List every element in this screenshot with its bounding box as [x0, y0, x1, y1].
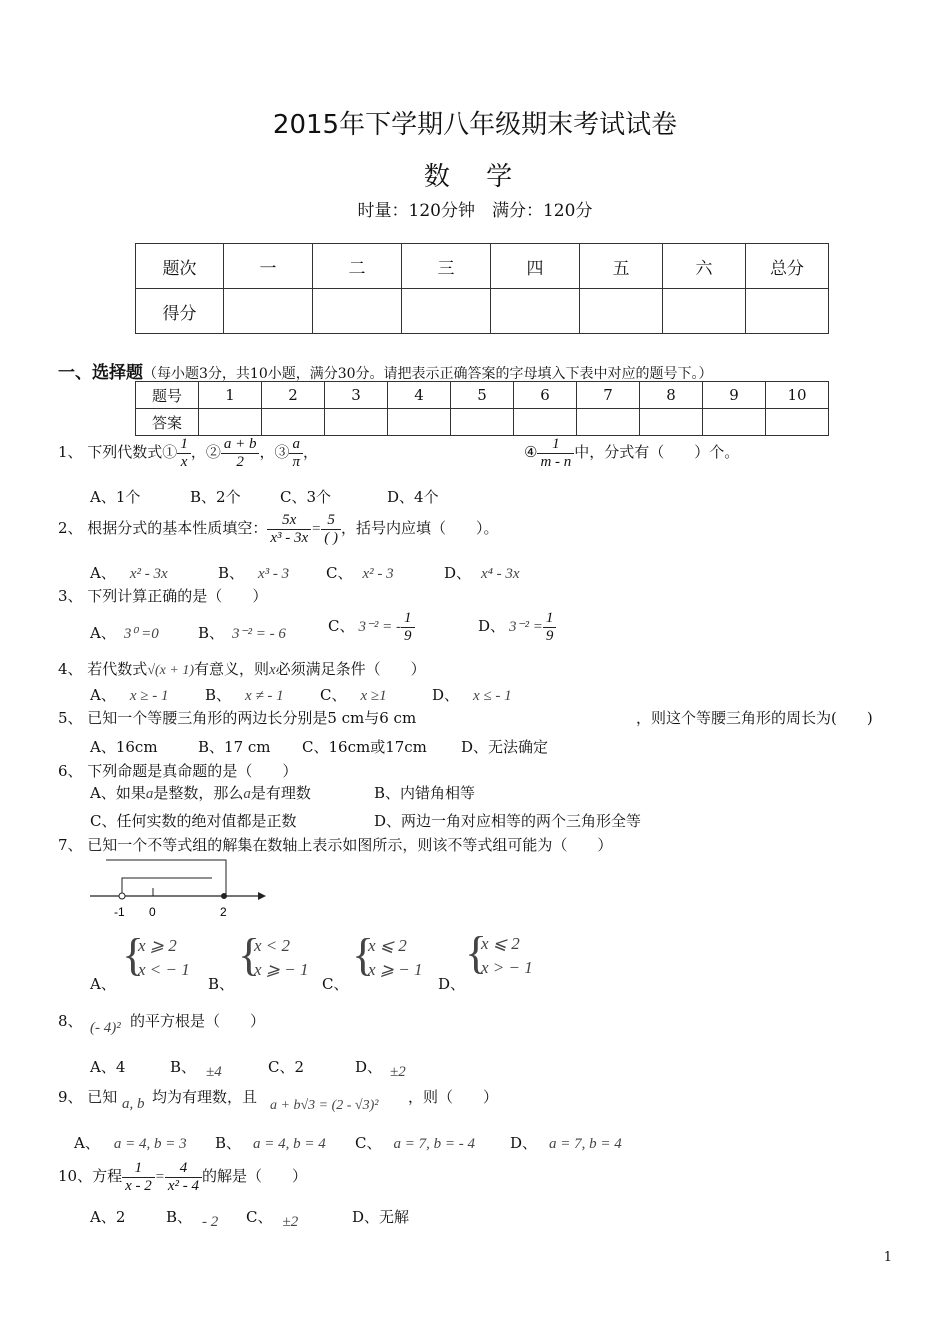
answer-cell: 10	[766, 382, 829, 409]
score-input-cell[interactable]	[746, 289, 829, 334]
frac-den: m - n	[540, 453, 572, 470]
q1-fraction-3	[289, 436, 303, 470]
q7-option-a-label[interactable]: A、	[90, 975, 116, 993]
q1-sep: ，②	[190, 443, 221, 461]
q8-tail: 的平方根是（ ）	[130, 1012, 266, 1030]
option-value: 3⁻² = -	[358, 619, 402, 635]
score-table-score-row	[136, 289, 829, 334]
q9-option-a[interactable]	[74, 1132, 187, 1153]
answer-input-cell[interactable]	[766, 409, 829, 436]
option-label: B、	[215, 1134, 242, 1152]
option-value: 3⁻² = - 6	[232, 626, 286, 642]
score-cell: 二	[313, 244, 402, 289]
brace-icon: {	[238, 929, 261, 980]
q7-option-c-system[interactable]	[352, 929, 442, 986]
q7-option-d-label[interactable]: D、	[438, 975, 466, 993]
q8-option-c[interactable]: C、2	[268, 1058, 305, 1076]
q4-variable: x	[269, 662, 276, 678]
q2-fraction-left	[267, 512, 311, 546]
q7-stem: 7、 已知一个不等式组的解集在数轴上表示如图所示，则该不等式组可能为（ ）	[58, 836, 613, 854]
answer-cell: 3	[325, 382, 388, 409]
option-label: B、	[205, 686, 232, 704]
q5-option-d[interactable]: D、无法确定	[461, 738, 549, 756]
q9-mid: 均为有理数，且	[152, 1088, 258, 1106]
answer-cell: 8	[640, 382, 703, 409]
q1-sep: ④	[524, 443, 538, 461]
q6-option-b[interactable]: B、内错角相等	[374, 784, 476, 802]
q1-sep: ，③	[259, 443, 290, 461]
option-label: A、	[74, 1134, 100, 1152]
option-label: D、	[510, 1134, 538, 1152]
frac-den: ( )	[324, 529, 339, 546]
option-label: A、	[90, 686, 116, 704]
inequality: x < − 1	[138, 960, 190, 979]
brace-icon: {	[352, 929, 375, 980]
q5-tail: ，则这个等腰三角形的周长为( )	[636, 709, 873, 727]
frac-den: x - 2	[125, 1177, 152, 1194]
answer-input-cell[interactable]	[703, 409, 766, 436]
inequality: x ⩾ − 1	[368, 960, 423, 979]
q7-option-b-system[interactable]	[238, 929, 328, 986]
option-label: A、	[90, 564, 116, 582]
q4-option-a[interactable]	[90, 684, 168, 705]
frac-num: a	[289, 436, 303, 454]
q2-fraction-right	[321, 512, 341, 546]
score-cell: 总分	[746, 244, 829, 289]
frac-den: 9	[545, 627, 554, 644]
q10-option-c[interactable]	[246, 1206, 299, 1230]
open-circle-point	[119, 893, 125, 899]
q3-stem: 3、 下列计算正确的是（ ）	[58, 587, 268, 605]
option-label: C、	[355, 1134, 382, 1152]
q1-stem-text: 1、 下列代数式①	[58, 443, 178, 461]
q4-expression: √(x + 1)	[147, 663, 194, 678]
q10-fraction-left	[122, 1160, 155, 1194]
q7-option-c-label[interactable]: C、	[322, 975, 349, 993]
frac-den: 2	[236, 453, 244, 470]
frac-num: 4	[165, 1160, 202, 1178]
q10-option-d[interactable]: D、无解	[352, 1208, 410, 1226]
time-info: 时量：120分钟 满分：120分	[357, 201, 593, 221]
option-label: D、	[355, 1058, 383, 1076]
frac-den: x	[180, 453, 188, 470]
answer-cell: 答案	[136, 409, 199, 436]
q10-stem-text: 10、方程	[58, 1167, 123, 1185]
section1-heading	[58, 358, 713, 383]
q1-fraction-2	[221, 436, 260, 470]
brace-icon: {	[465, 927, 488, 978]
q4-option-d[interactable]	[432, 684, 512, 705]
option-value: a = 4, b = 4	[253, 1136, 326, 1152]
option-label: C、	[320, 686, 347, 704]
q9-option-d[interactable]	[510, 1132, 622, 1153]
q3-option-d[interactable]	[478, 610, 556, 644]
option-label: D、	[432, 686, 460, 704]
option-value: ±2	[390, 1064, 406, 1080]
answer-cell: 5	[451, 382, 514, 409]
q2-option-a[interactable]	[90, 562, 168, 583]
answer-input-cell[interactable]	[640, 409, 703, 436]
frac-den: x³ - 3x	[270, 529, 309, 546]
frac-den: 9	[404, 627, 412, 644]
tick-label: 0	[149, 905, 156, 919]
score-table-header-row	[136, 244, 829, 289]
equals-sign: =	[154, 1169, 165, 1185]
q1-option-a[interactable]: A、1个	[90, 488, 141, 506]
q2-stem	[58, 512, 499, 546]
answer-cell: 9	[703, 382, 766, 409]
score-cell: 六	[663, 244, 746, 289]
inequality: x < 2	[254, 936, 291, 955]
q1-option-d[interactable]: D、4个	[387, 488, 439, 506]
q6-variable: a	[243, 786, 251, 802]
q6-variable: a	[145, 786, 154, 802]
frac-den: π	[292, 453, 300, 470]
answer-cell: 6	[514, 382, 577, 409]
score-input-cell[interactable]	[313, 289, 402, 334]
tick-label: -1	[114, 905, 125, 919]
answer-cell: 7	[577, 382, 640, 409]
frac-num: a + b	[221, 436, 260, 454]
q9-option-c[interactable]	[355, 1132, 475, 1153]
q8-expression: (- 4)²	[90, 1020, 121, 1036]
frac-den: x² - 4	[167, 1177, 200, 1194]
option-value: x⁴ - 3x	[481, 566, 520, 582]
q1-fraction-1	[177, 436, 191, 470]
score-input-cell[interactable]	[580, 289, 663, 334]
score-input-cell[interactable]	[663, 289, 746, 334]
q4-stem	[58, 658, 426, 679]
inequality: x ⩽ 2	[368, 936, 407, 955]
q1-fraction-4	[537, 436, 574, 470]
q10-stem	[58, 1160, 307, 1194]
option-value: a = 7, b = 4	[549, 1136, 622, 1152]
option-value: ±2	[282, 1214, 299, 1230]
q4-mid: 有意义，则	[193, 660, 269, 678]
q2-stem-text: 2、 根据分式的基本性质填空：	[58, 519, 268, 537]
subject-title: 数 学	[423, 162, 527, 192]
q3-option-a[interactable]	[90, 622, 159, 643]
q2-tail: ，括号内应填（ ）。	[341, 519, 499, 537]
inequality: x ⩾ − 1	[254, 960, 309, 979]
frac-num: 5x	[267, 512, 311, 530]
answer-cell: 1	[199, 382, 262, 409]
q1-stem-right	[524, 436, 739, 470]
q10-fraction-right	[165, 1160, 202, 1194]
q4-tail: 必须满足条件（ ）	[275, 660, 426, 678]
option-value: x² - 3	[362, 566, 394, 582]
answer-input-cell[interactable]	[577, 409, 640, 436]
q9-tail: ，则（ ）	[408, 1088, 499, 1106]
option-label: B、	[218, 564, 245, 582]
q7-option-a-system[interactable]	[122, 929, 212, 986]
option-label: D、	[478, 617, 506, 635]
q6-tail: 是有理数	[250, 784, 311, 802]
option-label: B、	[166, 1208, 193, 1226]
q3-c-fraction	[401, 610, 415, 644]
option-value: a = 7, b = - 4	[393, 1136, 475, 1152]
q1-option-c[interactable]: C、3个	[280, 488, 332, 506]
q1-option-b[interactable]: B、2个	[190, 488, 241, 506]
score-cell: 三	[402, 244, 491, 289]
q6-option-d[interactable]: D、两边一角对应相等的两个三角形全等	[374, 812, 642, 830]
section1-title: 一、选择题	[58, 363, 143, 383]
q8-option-a[interactable]: A、4	[90, 1058, 126, 1076]
section1-note: （每小题3分，共10小题，满分30分。请把表示正确答案的字母填入下表中对应的题号下。）	[143, 366, 713, 382]
q1-tail: 中，分式有（ ）个。	[574, 443, 740, 461]
page-number: 1	[883, 1250, 892, 1265]
answer-cell: 4	[388, 382, 451, 409]
answer-table-answer-row	[136, 409, 829, 436]
q1-sep: ，	[302, 443, 318, 461]
score-cell: 题次	[136, 244, 224, 289]
q3-d-fraction	[543, 610, 557, 644]
answer-input-cell[interactable]	[388, 409, 451, 436]
answer-input-cell[interactable]	[451, 409, 514, 436]
score-cell: 一	[224, 244, 313, 289]
option-label: A、如果	[90, 784, 146, 802]
axis-arrow-icon	[258, 892, 266, 900]
frac-num: 5	[321, 512, 341, 530]
exam-title: 2015年下学期八年级期末考试试卷	[272, 110, 678, 140]
frac-num: 1	[543, 610, 557, 628]
number-line-figure	[86, 855, 276, 925]
option-value: x ≥ - 1	[129, 688, 169, 704]
q6-mid: 是整数，那么	[153, 784, 244, 802]
score-cell: 得分	[136, 289, 224, 334]
closed-circle-point	[221, 893, 227, 899]
option-value: x² - 3x	[129, 566, 168, 582]
option-value: x ≤ - 1	[473, 688, 512, 704]
brace-icon: {	[122, 929, 145, 980]
q6-stem: 6、 下列命题是真命题的是（ ）	[58, 762, 298, 780]
option-label: C、	[326, 564, 353, 582]
answer-cell: 题号	[136, 382, 199, 409]
q4-option-c[interactable]	[320, 684, 387, 705]
q3-option-b[interactable]	[198, 622, 286, 643]
q6-option-a[interactable]	[90, 782, 311, 803]
equals-sign: =	[311, 521, 322, 537]
option-value: 3⁰ =0	[123, 626, 159, 642]
option-value: ±4	[206, 1064, 222, 1080]
q5-stem: 5、 已知一个等腰三角形的两边长分别是5 cm与6 cm	[58, 709, 417, 727]
q9-variables: a, b	[122, 1096, 145, 1112]
q10-option-a[interactable]: A、2	[90, 1208, 126, 1226]
score-table	[135, 243, 829, 334]
solution-bracket-lower	[122, 878, 212, 896]
q5-option-c[interactable]: C、16cm或17cm	[302, 738, 427, 756]
option-value: x ≥1	[360, 688, 387, 704]
q10-tail: 的解是（ ）	[202, 1167, 308, 1185]
q2-option-c[interactable]	[326, 562, 394, 583]
option-label: B、	[170, 1058, 197, 1076]
frac-num: 1	[401, 610, 415, 628]
option-label: B、	[198, 624, 225, 642]
q8-stem: 8、	[58, 1012, 83, 1030]
answer-input-cell[interactable]	[262, 409, 325, 436]
answer-input-cell[interactable]	[325, 409, 388, 436]
q5-option-a[interactable]: A、16cm	[90, 738, 158, 756]
frac-num: 1	[537, 436, 574, 454]
answer-cell: 2	[262, 382, 325, 409]
option-value: 3⁻² =	[509, 619, 543, 635]
answer-table-header-row	[136, 382, 829, 409]
q6-option-c[interactable]: C、任何实数的绝对值都是正数	[90, 812, 297, 830]
q8-option-d[interactable]	[355, 1056, 406, 1080]
score-input-cell[interactable]	[402, 289, 491, 334]
q8-option-b[interactable]	[170, 1056, 222, 1080]
option-value: x ≠ - 1	[245, 688, 284, 704]
inequality: x > − 1	[481, 958, 533, 977]
score-cell: 五	[580, 244, 663, 289]
option-value: a = 4, b = 3	[113, 1136, 187, 1152]
q4-option-b[interactable]	[205, 684, 284, 705]
q10-option-b[interactable]	[166, 1206, 219, 1230]
answer-table	[135, 381, 829, 436]
q4-stem-text: 4、 若代数式	[58, 660, 148, 678]
q9-stem: 9、 已知	[58, 1088, 118, 1106]
q9-expression: a + b√3 = (2 - √3)²	[270, 1098, 379, 1113]
frac-num: 1	[122, 1160, 155, 1178]
score-input-cell[interactable]	[491, 289, 580, 334]
q2-option-b[interactable]	[218, 562, 289, 583]
q9-option-b[interactable]	[215, 1132, 326, 1153]
inequality: x ⩾ 2	[138, 936, 177, 955]
option-value: x³ - 3	[258, 566, 290, 582]
frac-num: 1	[177, 436, 191, 454]
q7-option-d-system[interactable]	[465, 927, 555, 984]
answer-input-cell[interactable]	[199, 409, 262, 436]
q2-option-d[interactable]	[444, 562, 520, 583]
option-label: C、	[246, 1208, 273, 1226]
answer-input-cell[interactable]	[514, 409, 577, 436]
q7-option-b-label[interactable]: B、	[208, 975, 235, 993]
score-cell: 四	[491, 244, 580, 289]
score-input-cell[interactable]	[224, 289, 313, 334]
q3-option-c[interactable]	[328, 610, 415, 644]
option-label: C、	[328, 617, 355, 635]
q5-option-b[interactable]: B、17 cm	[198, 738, 271, 756]
option-value: - 2	[202, 1214, 219, 1230]
inequality: x ⩽ 2	[481, 934, 520, 953]
option-label: A、	[90, 624, 116, 642]
q1-stem	[58, 436, 318, 470]
option-label: D、	[444, 564, 472, 582]
tick-label: 2	[220, 905, 227, 919]
